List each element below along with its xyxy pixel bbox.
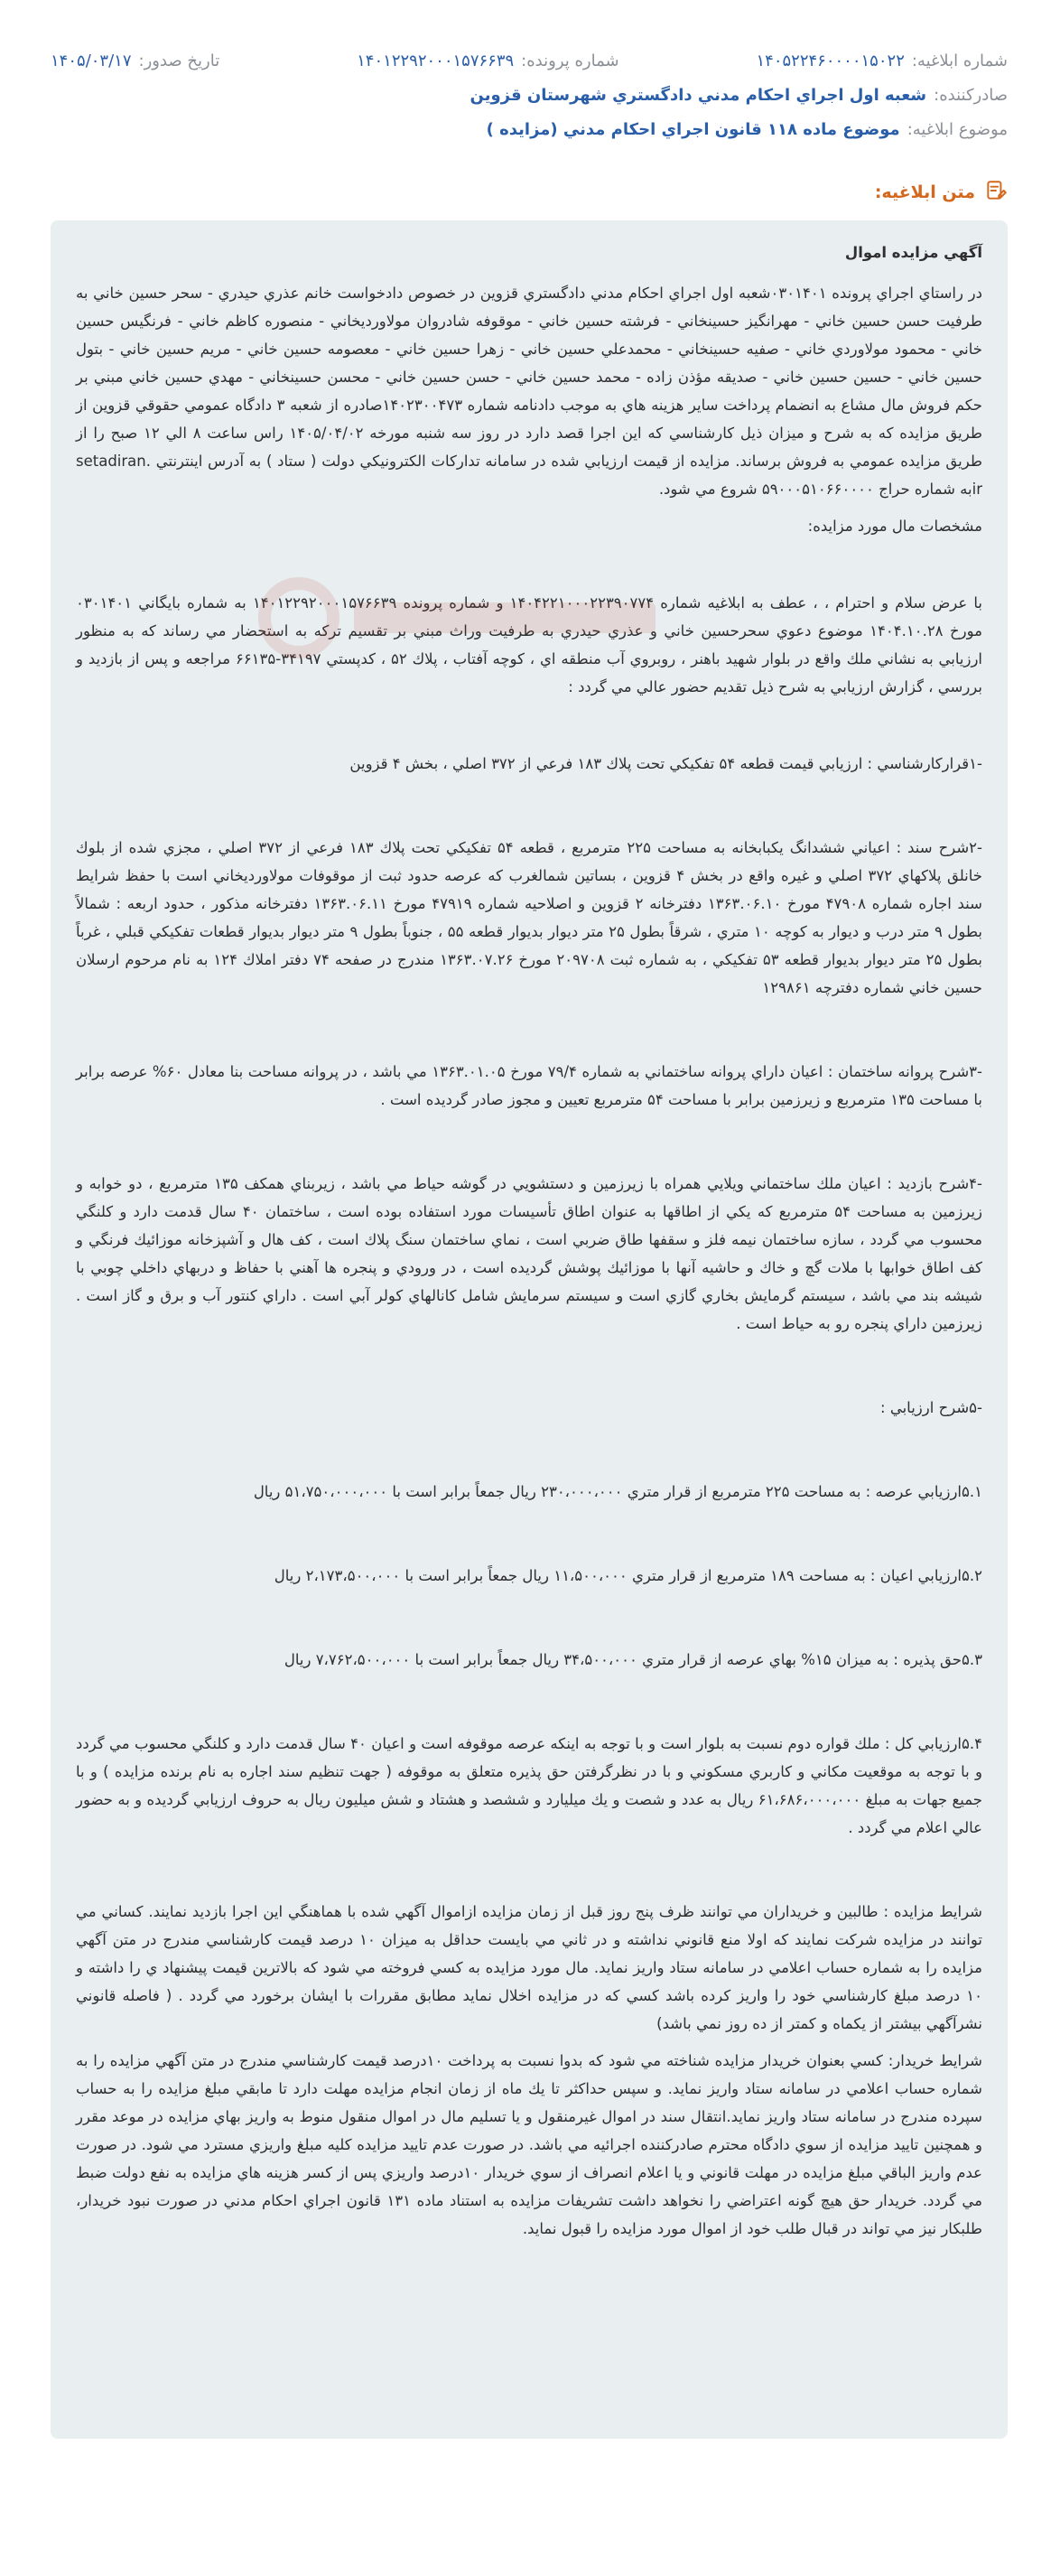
item-5-2: ۵.۲ارزيابي اعيان : به مساحت ۱۸۹ مترمربع از قرار متري ۱۱،۵۰۰،۰۰۰ ريال جمعاً برابر است با ۲،۱۷۳،۵۰۰،۰۰۰ ريال <box>274 1567 982 1584</box>
intro-paragraph: در راستاي اجراي پرونده ۰۳۰۱۴۰۱شعبه اول اجراي احكام مدني دادگستري قزوين در خصوص دادخواست خانم عذري حيدري - سحر حسين خاني به طرفيت حسن حسين خاني - مهرانگيز حسينخاني - فرشته حسين خاني - موقوفه شادروان مولاورديخاني - منصوره كاظم خاني - فرنگيس حسين خاني - محمود مولاوردي خاني - صفيه حسينخاني - محمدعلي حسين خاني - زهرا حسين خاني - معصومه حسين خاني - مريم حسين خاني - بتول حسين خاني - حسين حسين خاني - صديقه مؤذن زاده - محمد حسين خاني - حسن حسين خاني - محسن حسينخاني - مهدي حسين خاني مبني بر حكم فروش مال مشاع به انضمام پرداخت ساير هزينه هاي به موجب دادنامه شماره ۱۴۰۲۳۰۰۴۷۳صادره از شعبه ۳ دادگاه عمومي حقوقي قزوين از طريق مزايده كه به شرح و ميزان ذيل كارشناسي كه اين اجرا قصد دارد در روز سه شنبه مورخه ۱۴۰۵/۰۴/۰۲ راس ساعت ۸ الي ۱۲ صبح را از طريق مزايده عمومي به فروش برساند. مزايده از قيمت ارزيابي شده در سامانه تداركات الكترونيكي دولت ( ستاد ) به آدرس اينترنتي setadiran. irبه شماره حراج ۵۹۰۰۰۵۱۰۶۶۰۰۰۰ شروع مي شود. <box>76 285 983 498</box>
page <box>0 43 1060 2576</box>
issue-date-value: ۱۴۰۵/۰۳/۱۷ <box>51 51 132 70</box>
item-2: -۲شرح سند : اعياني ششدانگ يكبابخانه به مساحت ۲۲۵ مترمربع ، قطعه ۵۴ تفكيكي تحت پلاك ۱۸۳ فرعي از ۳۷۲ اصلي ، مجزي شده از بلوك خانلق پلاكهاي ۳۷۲ اصلي و غيره واقع در بخش ۴ قزوين ، بساتين شمالغرب كه عرصه حدود ثبت از موقوفات مولاورديخاني است با حفظ شرايط سند اجاره شماره ۴۷۹۰۸ مورخ ۱۳۶۳.۰۶.۱۰ دفترخانه ۲ قزوين و اصلاحيه شماره ۴۷۹۱۹ مورخ ۱۳۶۳.۰۶.۱۱ دفترخانه مذكور ، حدود اربعه : شمالاً بطول ۹ متر درب و ديوار به كوچه ۱۰ متري ، شرقاً بطول ۲۵ متر ديوار بديوار قطعه ۵۵ ، جنوباً بطول ۹ متر ديوار بديوار قطعات تفكيكي قبلي ، غرباً بطول ۲۵ متر ديوار بديوار قطعه ۵۳ تفكيكي ، به شماره ثبت ۲۰۹۷۰۸ مورخ ۱۳۶۳.۰۷.۲۶ مندرج در صفحه ۷۴ دفتر املاك ۱۲۴ به نام مرحوم ارسلان حسين خاني شماره دفترچه ۱۲۹۸۶۱ <box>76 839 983 996</box>
notice-panel <box>51 220 1008 2439</box>
item-5-3: ۵.۳حق پذيره : به ميزان ۱۵% بهاي عرصه از قرار متري ۳۴،۵۰۰،۰۰۰ ريال جمعاً برابر است با ۷،۷۶۲،۵۰۰،۰۰۰ ريال <box>284 1651 982 1668</box>
notice-text-title <box>51 177 1008 208</box>
issuer-line <box>51 78 1008 112</box>
item-5-4: ۵.۴ارزيابي كل : ملك قواره دوم نسبت به بلوار است و با توجه به اينكه عرصه موقوفه است و اعيان ۴۰ سال قدمت دارد و كلنگي محسوب مي گردد و با توجه به موقعيت مكاني و كاربري مسكوني و با در نظرگرفتن حق پذيره متعلق به موقوفه ( جهت تنظيم سند اجاره به نام برنده مزايده ) و با جميع جهات به مبلغ ۶۱،۶۸۶،۰۰۰،۰۰۰ ريال به عدد و شصت و يك ميليارد و ششصد و هشتاد و شش ميليون ريال به حروف ارزيابي گرديده و به حضور عالي اعلام مي گردد . <box>76 1735 983 1836</box>
case-number-value: ۱۴۰۱۲۲۹۲۰۰۰۱۵۷۶۶۳۹ <box>357 51 515 70</box>
issue-date <box>51 51 219 70</box>
item-5-1: ۵.۱ارزيابي عرصه : به مساحت ۲۲۵ مترمربع از قرار متري ۲۳۰،۰۰۰،۰۰۰ ريال جمعاً برابر است با ۵۱،۷۵۰،۰۰۰،۰۰۰ ريال <box>253 1483 982 1500</box>
report-paragraph: با عرض سلام و احترام ، ، عطف به ابلاغيه شماره ۱۴۰۴۲۲۱۰۰۰۲۲۳۹۰۷۷۴ و شماره پرونده ۱۴۰۱۲۲۹۲۰۰۰۱۵۷۶۶۳۹ به شماره بايگاني ۰۳۰۱۴۰۱ مورخ ۱۴۰۴.۱۰.۲۸ موضوع دعوي سحرحسين خاني و عذري حيدري به طرفيت وراث مبني بر تقسيم تركه به استحضار مي رساند كه به منظور ارزيابي به نشاني ملك واقع در بلوار شهيد باهنر ، روبروي آب منطقه اي ، كوچه آفتاب ، پلاك ۵۲ ، كدپستي ۳۴۱۹۷-۶۶۱۳۵ مراجعه و پس از بازديد و بررسي ، گزارش ارزيابي به شرح ذيل تقديم حضور عالي مي گردد : <box>76 594 983 695</box>
document-edit-icon <box>984 179 1008 207</box>
notice-heading: آگهي مزايده اموال <box>844 244 982 261</box>
notice-number-value: ۱۴۰۵۲۲۴۶۰۰۰۰۱۵۰۲۲ <box>756 51 905 70</box>
notice-number-label: شماره ابلاغيه: <box>911 51 1008 70</box>
item-5: -۵شرح ارزيابي : <box>880 1399 982 1416</box>
item-4: -۴شرح بازديد : اعيان ملك ساختماني ويلايي همراه با زيرزمين و دستشويي در گوشه حياط مي باشد ، زيربناي همكف ۱۳۵ مترمربع ، دو خوابه و زيرزمين به مساحت ۵۴ مترمربع كه يكي از اطاقها به عنوان اطاق تأسيسات مورد استفاده بوده است ، ساختمان ۴۰ سال قدمت دارد و كلنگي محسوب مي گردد ، سازه ساختمان نيمه فلز و سقفها طاق ضربي است ، نماي ساختمان سنگ پلاك است ، كف هال و آشپزخانه موزائيك فرنگي و كف اطاق خوابها با ملات گچ و خاك و حاشيه آنها با موزائيك پوشش گرديده است ، در ورودي و پنجره ها آهني با حفاظ و دربهاي داخلي چوبي با شيشه بند مي باشد ، سيستم گرمايش بخاري گازي است و سيستم سرمايش شامل كانالهاي كولر آبي است . داراي كنتور آب و برق و گاز است . زيرزمين داراي پنجره رو به حياط است . <box>76 1175 983 1332</box>
buyer-conditions: شرايط خريدار: كسي بعنوان خريدار مزايده شناخته مي شود كه بدوا نسبت به پرداخت ۱۰درصد قيمت كارشناسي مندرج در متن آگهي مزايده را به شماره حساب اعلامي در سامانه ستاد واريز نمايد. و سپس حداكثر تا يك ماه از زمان انجام مزايده مهلت دارد تا مابقي مبلغ مزايده را به حساب سپرده مندرج در سامانه ستاد واريز نمايد.انتقال سند در اموال غيرمنقول و يا تسليم مال در اموال منقول منوط به واريز بهاي مزايده در موعد مقرر و همچنين تاييد مزايده از سوي دادگاه محترم صادركننده اجرائيه مي باشد. در صورت عدم تاييد مزايده كليه مبلغ واريزي مسترد مي شود. در صورت عدم واريز الباقي مبلغ مزايده در مهلت قانوني و يا اعلام انصراف از سوي خريدار ۱۰درصد واريزي پس از كسر هزينه هاي مزايده به نفع دولت ضبط مي گردد. خريدار حق هيچ گونه اعتراضي را نخواهد داشت تشريفات مزايده به استناد ماده ۱۳۱ قانون اجراي احكام مدني در صورت نبود خريدار، طلبكار نيز مي تواند در قبال طلب خود از اموال مورد مزايده را قبول نمايد. <box>76 2052 983 2237</box>
issuer-label: صادركننده: <box>934 85 1008 105</box>
issuer-value: شعبه اول اجراي احكام مدني دادگستري شهرستان قزوين <box>470 85 927 105</box>
specs-title: مشخصات مال مورد مزايده: <box>807 518 982 535</box>
item-1: -۱قراركارشناسي : ارزيابي قيمت قطعه ۵۴ تفكيكي تحت پلاك ۱۸۳ فرعي از ۳۷۲ اصلي ، بخش ۴ قزوين <box>349 755 982 772</box>
item-3: -۳شرح پروانه ساختمان : اعيان داراي پروانه ساختماني به شماره ۷۹/۴ مورخ ۱۳۶۳.۰۱.۰۵ مي باشد ، در پروانه مساحت بنا معادل ۶۰% عرصه برابر با مساحت ۱۳۵ مترمربع و زيرزمين برابر با مساحت ۵۴ مترمربع تعيين و مجوز صادر گرديده است . <box>76 1063 982 1108</box>
case-number <box>357 51 618 70</box>
auction-conditions: شرايط مزايده : طالبين و خريداران مي توانند ظرف پنج روز قبل از زمان مزايده ازاموال آگهي شده با هماهنگي اين اجرا بازديد نمايند. كساني مي توانند در مزايده شركت نمايند كه اولا منع قانوني نداشته و در ثاني مي بايست حداقل به ميزان ۱۰ درصد قيمت كارشناسي مندرج در متن آگهي مزايده را به شماره حساب اعلامي در سامانه ستاد واريز نمايد. مال مورد مزايده به كسي فروخته مي شود كه بالاترين قيمت پيشنهاد ي را داشته و ۱۰ درصد مبلغ كارشناسي خود را واريز كرده باشد كسي كه در مزايده اخلال نمايد مطابق مقررات با ايشان برخورد مي گردد . ( فاصله قانوني نشرآگهي بيشتر از يكماه و كمتر از ده روز نمي باشد) <box>76 1903 983 2032</box>
case-number-label: شماره پرونده: <box>521 51 619 70</box>
notice-text-title-label: متن ابلاغيه: <box>874 182 975 202</box>
subject-label: موضوع ابلاغيه: <box>907 119 1008 139</box>
subject-value: موضوع ماده ۱۱۸ قانون اجراي احكام مدني (مزايده ) <box>486 119 900 139</box>
subject-line <box>51 112 1008 146</box>
issue-date-label: تاريخ صدور: <box>138 51 220 70</box>
notice-number <box>757 51 1009 70</box>
meta-row <box>51 43 1008 78</box>
